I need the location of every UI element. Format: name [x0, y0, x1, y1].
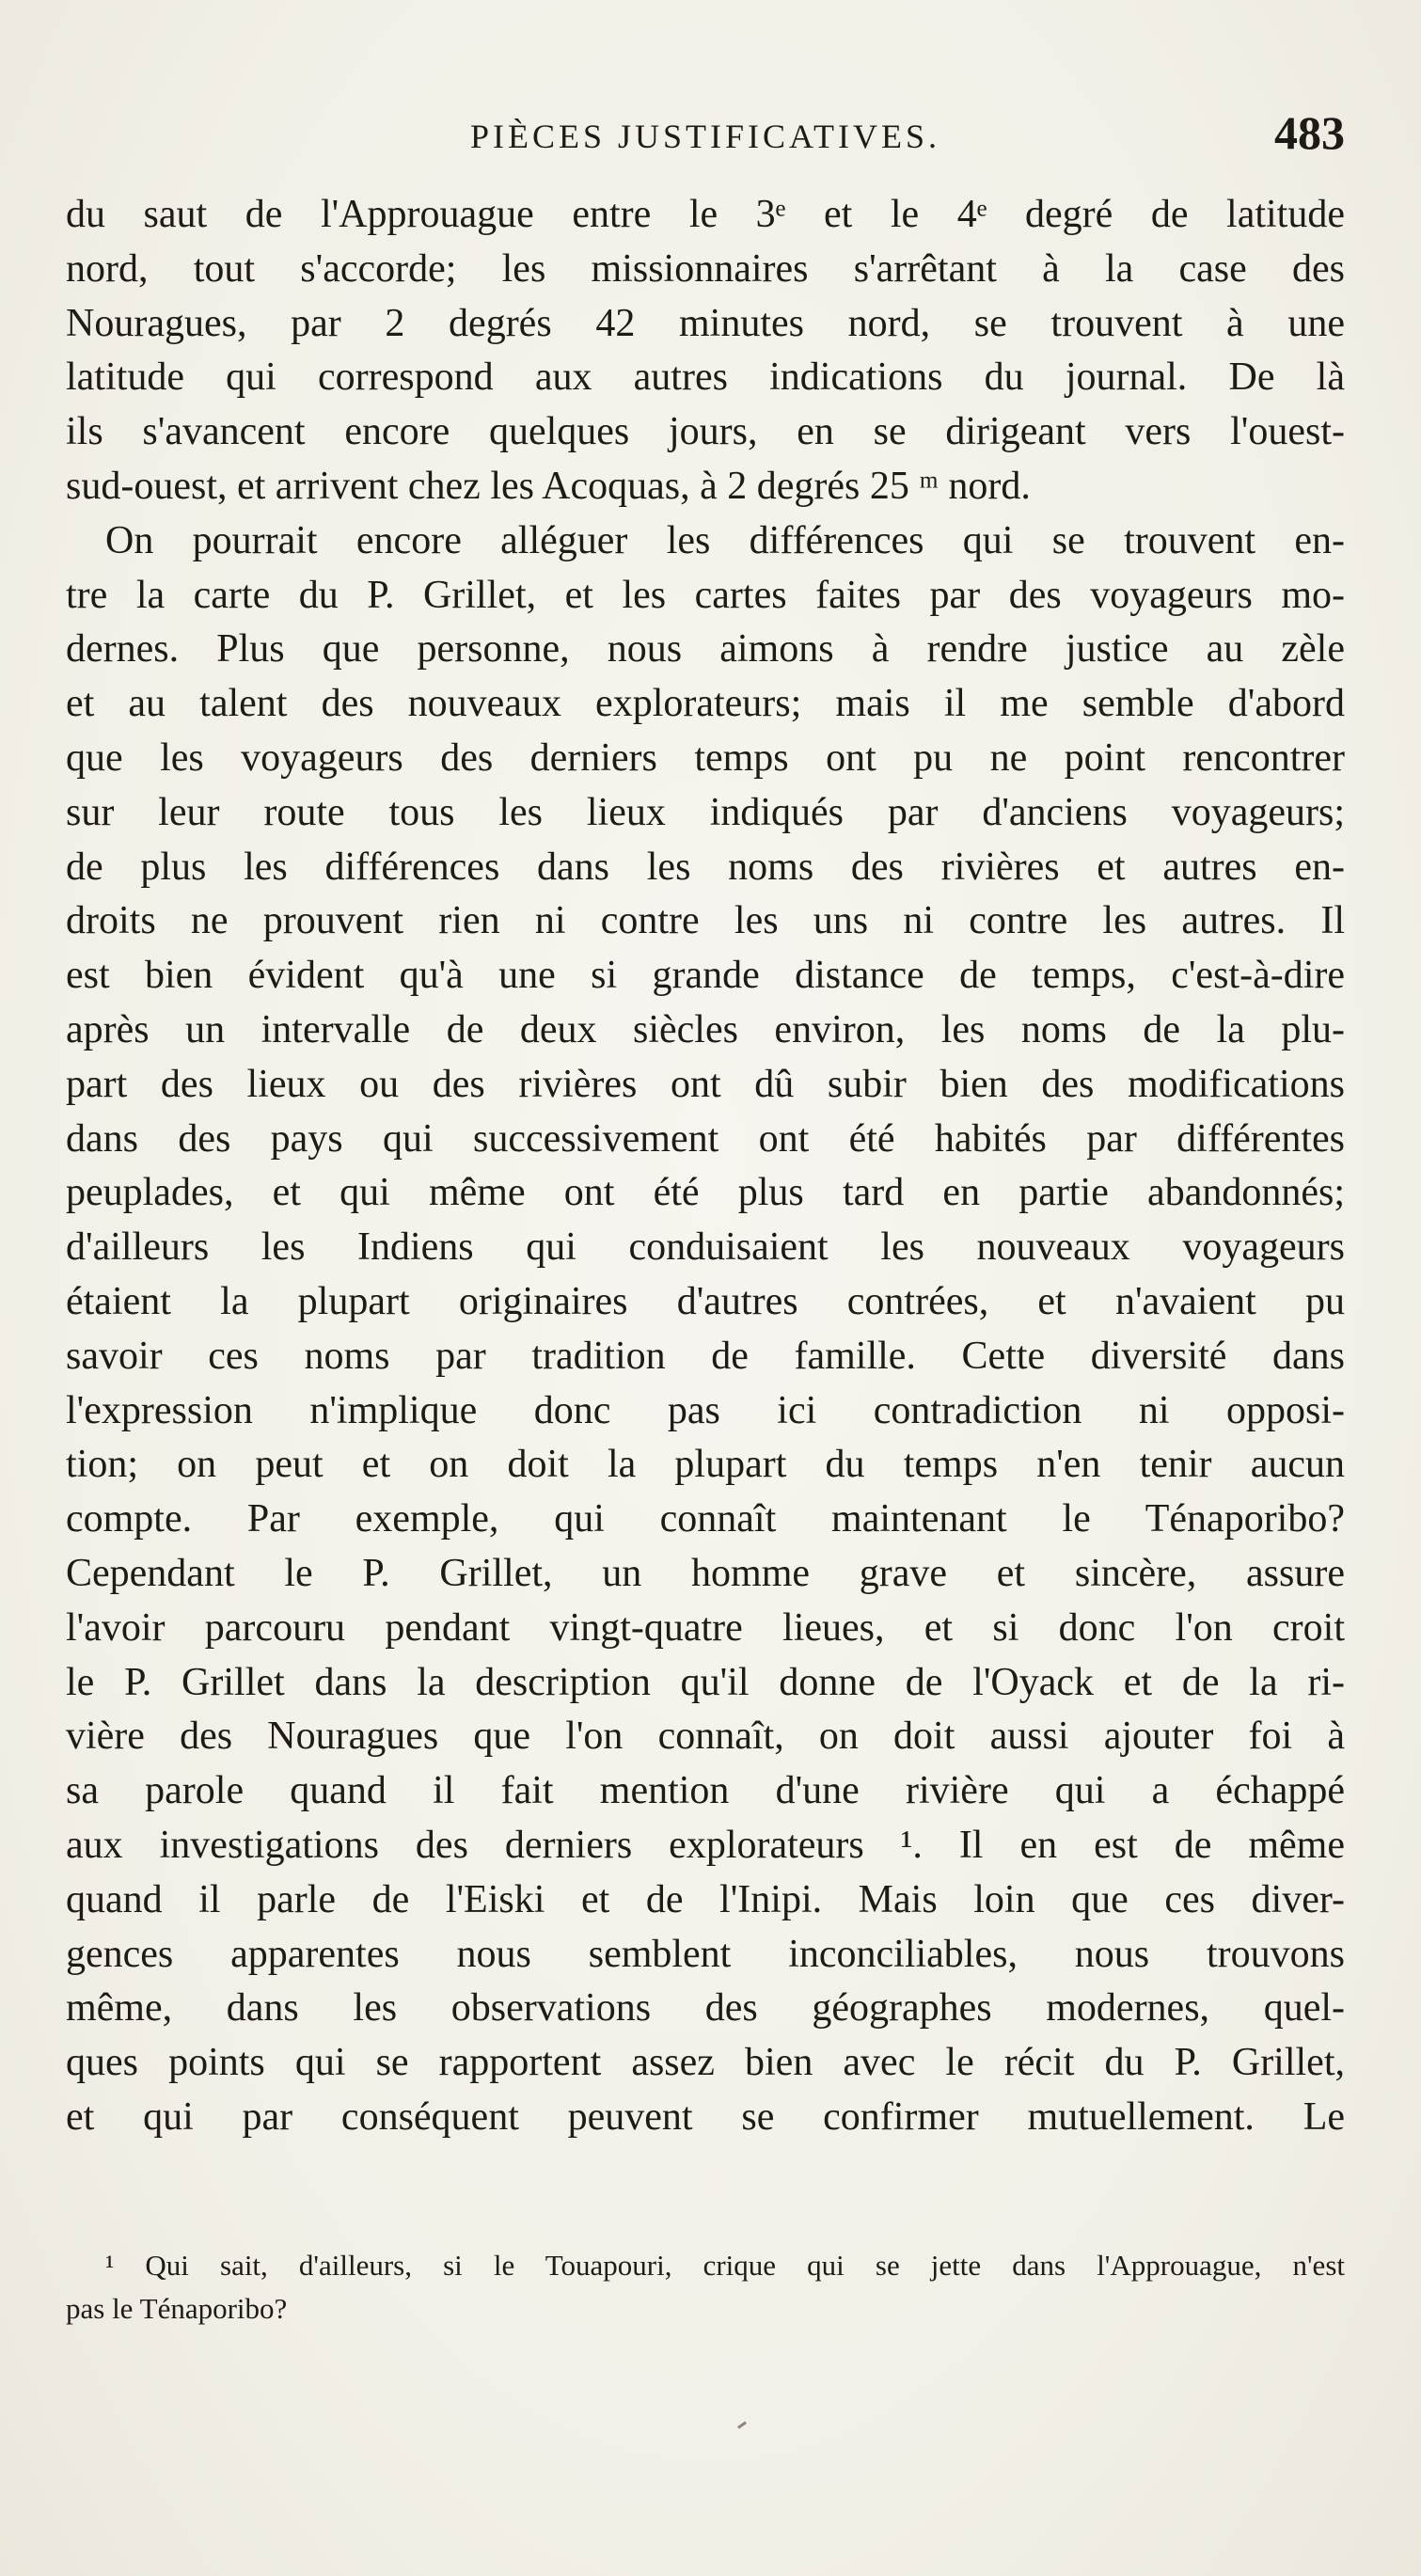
text-line: dernes. Plus que personne, nous aimons à rendre justice au zèle [66, 627, 1345, 672]
footnote [66, 2244, 1345, 2331]
text-line: gences apparentes nous semblent inconciliables, nous trouvons [66, 1932, 1345, 1976]
text-line: Cependant le P. Grillet, un homme grave et sincère, assure [66, 1551, 1345, 1595]
text-line: et au talent des nouveaux explorateurs; mais il me semble d'abord [66, 682, 1345, 726]
running-header [66, 105, 1345, 162]
text-line: peuplades, et qui même ont été plus tard en partie abandonnés; [66, 1171, 1345, 1215]
body-text [66, 188, 1345, 2145]
scan-speck [737, 2421, 747, 2428]
text-line: latitude qui correspond aux autres indications du journal. De là [66, 356, 1345, 400]
text-line: aux investigations des derniers explorateurs ¹. Il en est de même [66, 1823, 1345, 1867]
text-line: tre la carte du P. Grillet, et les cartes faites par des voyageurs mo- [66, 573, 1345, 617]
text-line: après un intervalle de deux siècles environ, les noms de la plu- [66, 1007, 1345, 1051]
text-line: le P. Grillet dans la description qu'il donne de l'Oyack et de la ri- [66, 1660, 1345, 1704]
text-line: l'expression n'implique donc pas ici contradiction ni opposi- [66, 1388, 1345, 1432]
text-line: ils s'avancent encore quelques jours, en se dirigeant vers l'ouest- [66, 410, 1345, 454]
text-line: savoir ces noms par tradition de famille. Cette diversité dans [66, 1334, 1345, 1378]
text-line: sud-ouest, et arrivent chez les Acoquas, à 2 degrés 25 ᵐ nord. [66, 464, 1031, 508]
text-line: compte. Par exemple, qui connaît maintenant le Ténaporibo? [66, 1497, 1345, 1541]
text-line: sur leur route tous les lieux indiqués par d'anciens voyageurs; [66, 790, 1345, 834]
text-line: quand il parle de l'Eiski et de l'Inipi. Mais loin que ces diver- [66, 1877, 1345, 1921]
text-line: d'ailleurs les Indiens qui conduisaient les nouveaux voyageurs [66, 1225, 1345, 1270]
text-line: droits ne prouvent rien ni contre les uns ni contre les autres. Il [66, 899, 1345, 943]
text-line: de plus les différences dans les noms des rivières et autres en- [66, 845, 1345, 889]
text-line: du saut de l'Approuague entre le 3ᵉ et le 4ᵉ degré de latitude [66, 193, 1345, 236]
text-line: vière des Nouragues que l'on connaît, on doit aussi ajouter foi à [66, 1715, 1345, 1759]
text-line: et qui par conséquent peuvent se confirmer mutuellement. Le [66, 2094, 1345, 2139]
footnote-line: pas le Ténaporibo? [66, 2292, 288, 2325]
page-number: 483 [1274, 106, 1345, 159]
text-line: tion; on peut et on doit la plupart du temps n'en tenir aucun [66, 1443, 1345, 1487]
footnote-line: ¹ Qui sait, d'ailleurs, si le Touapouri, crique qui se jette dans l'Approuague, n'est [105, 2249, 1345, 2282]
text-line: part des lieux ou des rivières ont dû subir bien des modifications [66, 1062, 1345, 1106]
text-line: l'avoir parcouru pendant vingt-quatre lieues, et si donc l'on croit [66, 1605, 1345, 1650]
text-line: dans des pays qui successivement ont été habités par différentes [66, 1116, 1345, 1161]
text-line: que les voyageurs des derniers temps ont pu ne point rencontrer [66, 735, 1345, 780]
text-line: même, dans les observations des géographes modernes, quel- [66, 1986, 1345, 2031]
text-line: sa parole quand il fait mention d'une rivière qui a échappé [66, 1769, 1345, 1813]
text-line: ques points qui se rapportent assez bien avec le récit du P. Grillet, [66, 2041, 1345, 2085]
text-line: nord, tout s'accorde; les missionnaires s'arrêtant à la case des [66, 246, 1345, 291]
text-line: Nouragues, par 2 degrés 42 minutes nord, se trouvent à une [66, 301, 1345, 345]
text-line: On pourrait encore alléguer les différences qui se trouvent en- [105, 518, 1345, 562]
text-line: étaient la plupart originaires d'autres contrées, et n'avaient pu [66, 1279, 1345, 1323]
text-line: est bien évident qu'à une si grande distance de temps, c'est-à-dire [66, 954, 1345, 998]
running-title: PIÈCES JUSTIFICATIVES. [469, 118, 941, 155]
